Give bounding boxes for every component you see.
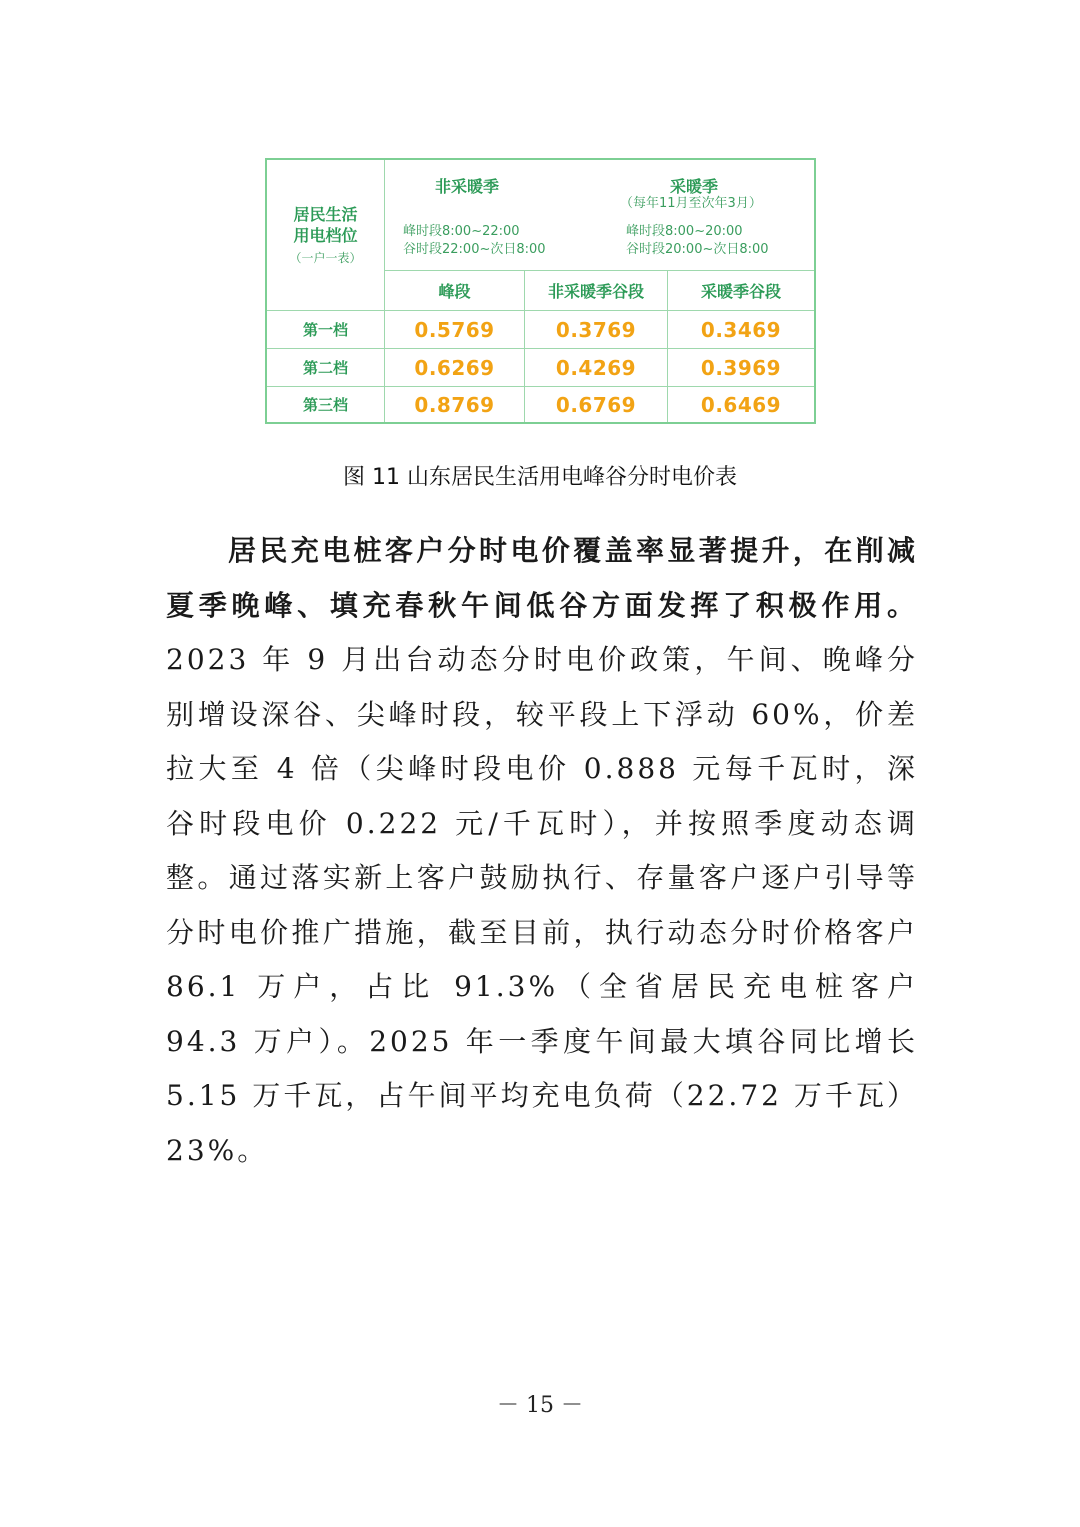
- heating-title: 采暖季: [670, 177, 719, 196]
- tier-label: 第一档: [302, 321, 348, 339]
- tier-header-line2: 用电档位: [293, 225, 358, 245]
- price-cell: 0.6469: [700, 392, 782, 417]
- figure-caption: 图 11 山东居民生活用电峰谷分时电价表: [343, 465, 737, 490]
- tier-header-sub: （一户一表）: [289, 250, 362, 265]
- col-header-heating-valley: 采暖季谷段: [700, 282, 781, 301]
- non-heating-peak-time: 峰时段8:00~22:00: [403, 224, 520, 239]
- price-cell: 0.5769: [414, 317, 495, 342]
- tier-header-line1: 居民生活: [293, 204, 358, 224]
- body-paragraph: [166, 524, 918, 1178]
- heating-valley-time: 谷时段20:00~次日8:00: [626, 242, 769, 257]
- tier-label: 第二档: [302, 359, 348, 377]
- tou-price-table: [265, 158, 816, 424]
- tier-label: 第三档: [302, 396, 348, 414]
- page-number: － 15 －: [497, 1393, 583, 1418]
- price-cell: 0.3969: [700, 355, 782, 380]
- paragraph-text: 2023 年 9 月出台动态分时电价政策，午间、晚峰分别增设深谷、尖峰时段，较平段上下浮动 60%，价差拉大至 4 倍（尖峰时段电价 0.888 元每千瓦时，深谷时段电价 0.222 元/千瓦时），并按照季度动态调整。通过落实新上客户鼓励执行、存量客户逐户引导等分时电价推广措施，截至目前，执行动态分时价格客户 86.1 万户，占比 91.3%（全省居民充电桩客户 94.3 万户）。2025 年一季度午间最大填谷同比增长 5.15 万千瓦，占午间平均充电负荷（22.72 万千瓦）23%。: [166, 643, 918, 1167]
- non-heating-valley-time: 谷时段22:00~次日8:00: [403, 242, 546, 257]
- tier-header: [267, 160, 384, 310]
- paragraph-lead-bold: 居民充电桩客户分时电价覆盖率显著提升，在削减夏季晚峰、填充春秋午间低谷方面发挥了积极作用。: [166, 534, 918, 622]
- heating-header: [612, 160, 814, 270]
- non-heating-title: 非采暖季: [435, 177, 500, 196]
- heating-peak-time: 峰时段8:00~20:00: [626, 224, 743, 239]
- price-cell: 0.8769: [414, 392, 495, 417]
- price-cell: 0.4269: [555, 355, 637, 380]
- price-cell: 0.3469: [700, 317, 782, 342]
- price-cell: 0.6769: [555, 392, 637, 417]
- col-header-non-heating-valley: 非采暖季谷段: [547, 282, 644, 301]
- heating-period: （每年11月至次年3月）: [620, 196, 762, 211]
- price-cell: 0.3769: [555, 317, 637, 342]
- col-header-peak: 峰段: [438, 282, 471, 301]
- price-cell: 0.6269: [414, 355, 495, 380]
